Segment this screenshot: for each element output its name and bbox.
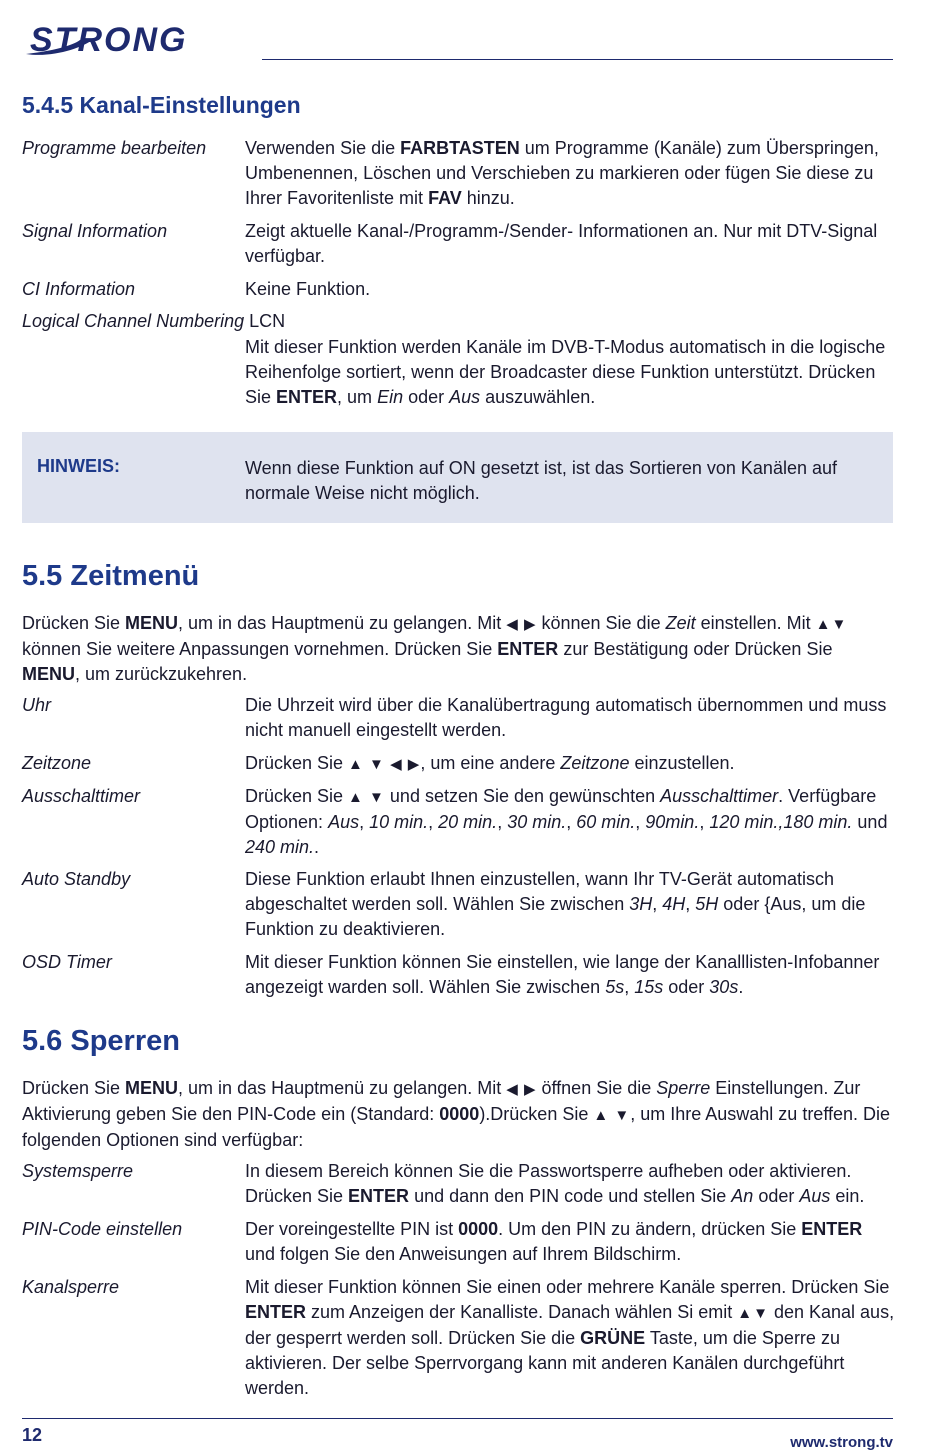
entry-description: Die Uhrzeit wird über die Kanalübertragung automatisch übernommen und muss nicht manuell eingestellt werden.	[245, 695, 887, 740]
footer-rule	[22, 1418, 893, 1419]
strong-logo	[22, 18, 227, 60]
entry-term: Kanalsperre	[22, 1277, 120, 1297]
arrow-left-right-icon: ◀ ▶	[506, 616, 537, 633]
entry-description: Mit dieser Funktion werden Kanäle im DVB-T-Modus automatisch in die logische Reihenfolge sortiert, wenn der Broadcaster diese Funktion unterstützt. Drücken Sie ENTER, um Ein oder Aus auszuwählen.	[245, 337, 886, 407]
arrow-up-down-icon: ▲ ▼	[593, 1107, 631, 1124]
website-link[interactable]: www.strong.tv	[790, 1434, 893, 1451]
entry-description: Diese Funktion erlaubt Ihnen einzustellen, wann Ihr TV-Gerät automatisch abgeschaltet werden soll. Wählen Sie zwischen 3H, 4H, 5H oder {Aus, um die Funktion zu deaktivieren.	[245, 869, 866, 939]
entry-description: Keine Funktion.	[245, 279, 371, 299]
page-number: 12	[22, 1425, 43, 1445]
note-text: Wenn diese Funktion auf ON gesetzt ist, ist das Sortieren von Kanälen auf normale Weise nicht möglich.	[245, 458, 837, 503]
entry-description: Der voreingestellte PIN ist 0000. Um den PIN zu ändern, drücken Sie ENTER und folgen Sie den Anweisungen auf Ihrem Bildschirm.	[245, 1219, 863, 1264]
arrow-keys-icon: ▲ ▼ ◀ ▶	[348, 756, 421, 773]
entry-description: Verwenden Sie die FARBTASTEN um Programme (Kanäle) zum Überspringen, Umbenennen, Löschen und Verschieben zu markieren oder fügen Sie diese zu Ihrer Favoritenliste mit FAV hinzu.	[245, 138, 879, 208]
entry-description: Drücken Sie ▲ ▼ ◀ ▶, um eine andere Zeitzone einzustellen.	[245, 753, 735, 773]
section-intro-sperren: Drücken Sie MENU, um in das Hauptmenü zu gelangen. Mit ◀ ▶ öffnen Sie die Sperre Einstellungen. Zur Aktivierung geben Sie den PIN-Code ein (Standard: 0000).Drücken Sie ▲ ▼, um Ihre Auswahl zu treffen. Die folgenden Optionen sind verfügbar:	[22, 1078, 891, 1150]
note-label: HINWEIS:	[37, 456, 120, 476]
entry-term: Signal Information	[22, 221, 168, 241]
entry-term: OSD Timer	[22, 952, 112, 972]
entry-term: Ausschalttimer	[22, 786, 141, 806]
entry-description: Mit dieser Funktion können Sie einen oder mehrere Kanäle sperren. Drücken Sie ENTER zum Anzeigen der Kanalliste. Danach wählen Si emit ▲▼ den Kanal aus, der gesperrt werden soll. Drücken Sie die GRÜNE Taste, um die Sperre zu aktivieren. Der selbe Sperrvorgang kann mit anderen Kanälen durchgeführt werden.	[245, 1277, 895, 1398]
section-intro-zeit: Drücken Sie MENU, um in das Hauptmenü zu gelangen. Mit ◀ ▶ können Sie die Zeit einstellen. Mit ▲▼ können Sie weitere Anpassungen vornehmen. Drücken Sie ENTER zur Bestätigung oder Drücken Sie MENU, um zurückzukehren.	[22, 613, 848, 684]
note-box	[22, 432, 893, 523]
arrow-up-down-icon: ▲ ▼	[348, 789, 385, 806]
entry-description: Mit dieser Funktion können Sie einstellen, wie lange der Kanalllisten-Infobanner angezeigt warden soll. Wählen Sie zwischen 5s, 15s oder 30s.	[245, 952, 880, 997]
arrow-left-right-icon: ◀ ▶	[506, 1081, 537, 1098]
section-heading-sperren: 5.6 Sperren	[22, 1025, 180, 1057]
header-rule	[262, 59, 893, 60]
entry-term: Zeitzone	[22, 753, 92, 773]
entry-term: CI Information	[22, 279, 136, 299]
entry-term: Logical Channel Numbering LCN	[22, 311, 286, 331]
entry-term: Programme bearbeiten	[22, 138, 207, 158]
section-heading-zeit: 5.5 Zeitmenü	[22, 560, 200, 592]
entry-description: Zeigt aktuelle Kanal-/Programm-/Sender- Informationen an. Nur mit DTV-Signal verfügbar.	[245, 221, 878, 266]
entry-term: Auto Standby	[22, 869, 131, 889]
arrow-up-down-icon: ▲▼	[815, 616, 848, 633]
entry-term: Systemsperre	[22, 1161, 134, 1181]
entry-term: Uhr	[22, 695, 52, 715]
section-heading-kanal: 5.4.5 Kanal-Einstellungen	[22, 92, 301, 118]
arrow-up-down-icon: ▲▼	[737, 1305, 769, 1322]
entry-description: In diesem Bereich können Sie die Passwortsperre aufheben oder aktivieren. Drücken Sie ENTER und dann den PIN code und stellen Sie An oder Aus ein.	[245, 1161, 865, 1206]
entry-term: PIN-Code einstellen	[22, 1219, 183, 1239]
entry-description: Drücken Sie ▲ ▼ und setzen Sie den gewünschten Ausschalttimer. Verfügbare Optionen: Aus, 10 min., 20 min., 30 min., 60 min., 90min., 120 min.,180 min. und 240 min..	[245, 786, 888, 857]
logo-text: STRONG	[30, 21, 188, 59]
